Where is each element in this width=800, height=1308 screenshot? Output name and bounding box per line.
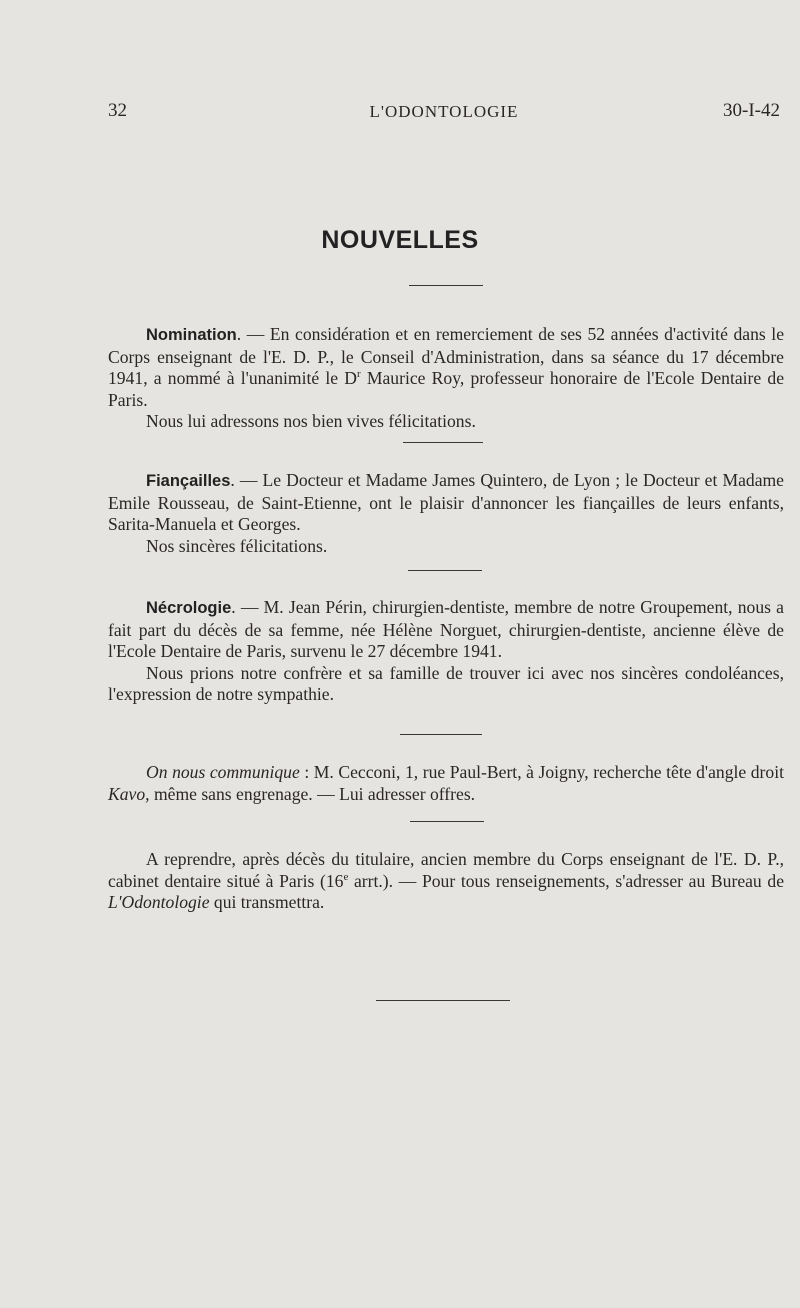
journal-name: L'ODONTOLOGIE <box>369 102 519 121</box>
necrologie-condolences: Nous prions notre confrère et sa famille de trouver ici avec nos sincères condoléances, l'expression de notre sympathie. <box>108 662 784 704</box>
nomination-section <box>108 324 784 433</box>
separator-rule <box>400 734 482 735</box>
annonce-paragraph: On nous communique : M. Cecconi, 1, rue Paul-Bert, à Joigny, recherche tête d'angle droit Kavo, même sans engrenage. — Lui adresser offres. <box>108 762 784 804</box>
separator-rule <box>403 442 483 443</box>
nomination-paragraph: Nomination. — En considération et en remerciement de ses 52 années d'activité dans le Corps enseignant de l'E. D. P., le Conseil d'Administration, dans sa séance du 17 décembre 1941, a nommé à l'unanimité le $D^r$ Maurice Roy, professeur honoraire de l'Ecole Dentaire de Paris. <box>108 324 784 410</box>
page-number: 32 <box>108 100 127 121</box>
journal-reference: L'Odontologie <box>108 892 210 912</box>
page-title: NOUVELLES <box>321 226 479 254</box>
necrologie-section <box>108 597 784 706</box>
separator-rule <box>408 570 482 571</box>
fiancailles-heading: Fiançailles <box>146 472 231 490</box>
reprendre-section <box>108 849 784 914</box>
annonce-section <box>108 762 784 805</box>
necrologie-paragraph: Nécrologie. — M. Jean Périn, chirurgien-dentiste, membre de notre Groupement, nous a fait part du décès de sa femme, née Hélène Norguet, chirurgien-dentiste, ancienne élève de l'Ecole Dentaire de Paris, survenu le 27 décembre 1941. <box>108 597 784 661</box>
title-rule <box>409 285 483 286</box>
nomination-congrats: Nous lui adressons nos bien vives félicitations. <box>146 411 476 431</box>
fiancailles-section <box>108 470 784 557</box>
end-rule <box>376 1000 510 1001</box>
nomination-heading: Nomination <box>146 326 237 344</box>
issue-date: 30-I-42 <box>723 100 780 121</box>
reprendre-paragraph: A reprendre, après décès du titulaire, ancien membre du Corps enseignant de l'E. D. P., cabinet dentaire situé à Paris (16e arrt.). — Pour tous renseignements, s'adresser au Bureau de L'Odontologie qui transmettra. <box>108 849 784 912</box>
brand-name: Kavo, <box>108 783 150 804</box>
annonce-lead: On nous communique <box>146 762 300 782</box>
running-header <box>108 100 780 130</box>
separator-rule <box>410 821 484 822</box>
necrologie-heading: Nécrologie <box>146 599 232 617</box>
fiancailles-paragraph: Fiançailles. — Le Docteur et Madame James Quintero, de Lyon ; le Docteur et Madame Emile Rousseau, de Saint-Etienne, ont le plaisir d'annoncer les fiançailles de leurs enfants, Sarita-Manuela et Georges. <box>108 470 784 534</box>
fiancailles-congrats: Nos sincères félicitations. <box>146 535 328 556</box>
